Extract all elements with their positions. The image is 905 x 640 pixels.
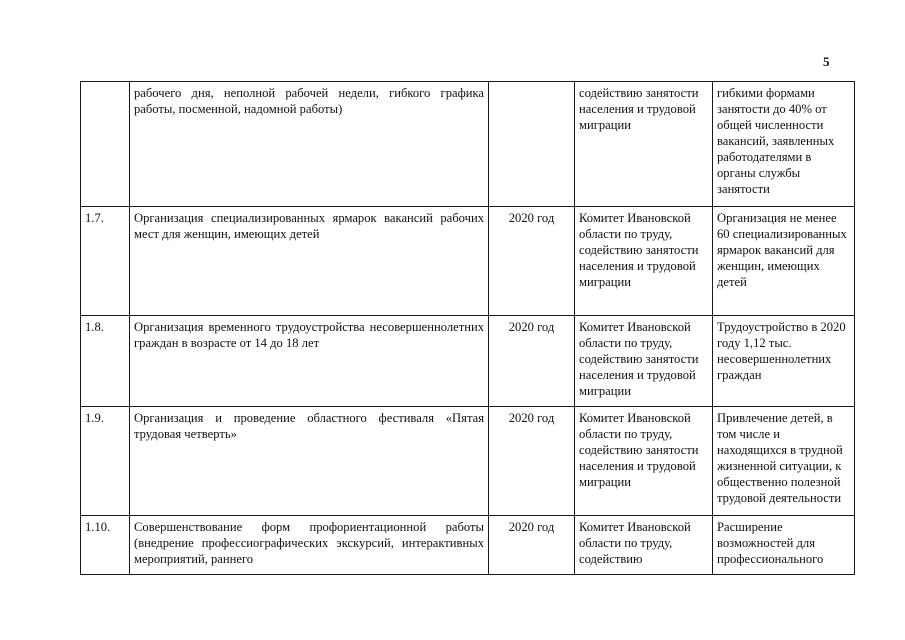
term-cell bbox=[489, 316, 575, 407]
event-text: Организация и проведение областного фестиваля «Пятая трудовая четверть» bbox=[134, 411, 484, 441]
result-cell bbox=[713, 207, 855, 316]
term-text: 2020 год bbox=[508, 320, 555, 334]
table-row bbox=[81, 407, 855, 516]
event-text: Совершенствование форм профориентационной работы (внедрение профессиографических экскурсий, интерактивных мероприятий, раннего bbox=[134, 520, 484, 566]
term-cell bbox=[489, 516, 575, 575]
executor-cell bbox=[575, 82, 713, 207]
executor-cell bbox=[575, 516, 713, 575]
event-text: Организация временного трудоустройства несовершеннолетних граждан в возрасте от 14 до 18 лет bbox=[134, 320, 484, 350]
result-text: Привлечение детей, в том числе и находящихся в трудной жизненной ситуации, к общественно полезной трудовой деятельности bbox=[717, 411, 843, 505]
row-number-cell bbox=[81, 316, 130, 407]
event-cell bbox=[130, 516, 489, 575]
row-number: 1.8. bbox=[85, 320, 104, 334]
executor-cell bbox=[575, 207, 713, 316]
row-number: 1.9. bbox=[85, 411, 104, 425]
executor-text: Комитет Ивановской области по труду, содействию занятости населения и трудовой миграции bbox=[579, 211, 699, 289]
table-row bbox=[81, 516, 855, 575]
executor-text: содействию занятости населения и трудовой миграции bbox=[579, 86, 699, 132]
result-text: Организация не менее 60 специализированных ярмарок вакансий для женщин, имеющих детей bbox=[717, 211, 847, 289]
event-cell bbox=[130, 207, 489, 316]
result-text: гибкими формами занятости до 40% от общей численности вакансий, заявленных работодателями в органы службы занятости bbox=[717, 86, 835, 196]
page-number: 5 bbox=[823, 54, 830, 69]
result-cell bbox=[713, 407, 855, 516]
term-text: 2020 год bbox=[508, 211, 555, 225]
result-cell bbox=[713, 82, 855, 207]
executor-cell bbox=[575, 316, 713, 407]
row-number-cell bbox=[81, 407, 130, 516]
row-number-cell bbox=[81, 82, 130, 207]
term-cell bbox=[489, 207, 575, 316]
row-number-cell bbox=[81, 516, 130, 575]
row-number: 1.10. bbox=[85, 520, 111, 534]
event-text: рабочего дня, неполной рабочей недели, гибкого графика работы, посменной, надомной работы) bbox=[134, 86, 484, 116]
executor-text: Комитет Ивановской области по труду, содействию bbox=[579, 520, 691, 566]
result-cell bbox=[713, 316, 855, 407]
row-number: 1.7. bbox=[85, 211, 104, 225]
event-text: Организация специализированных ярмарок вакансий рабочих мест для женщин, имеющих детей bbox=[134, 211, 484, 241]
term-text: 2020 год bbox=[508, 520, 555, 534]
executor-text: Комитет Ивановской области по труду, содействию занятости населения и трудовой миграции bbox=[579, 411, 699, 489]
table-row bbox=[81, 316, 855, 407]
term-cell bbox=[489, 82, 575, 207]
executor-cell bbox=[575, 407, 713, 516]
result-text: Трудоустройство в 2020 году 1,12 тыс. несовершеннолетних граждан bbox=[717, 320, 846, 382]
term-text: 2020 год bbox=[508, 411, 555, 425]
event-cell bbox=[130, 82, 489, 207]
event-cell bbox=[130, 407, 489, 516]
result-cell bbox=[713, 516, 855, 575]
event-cell bbox=[130, 316, 489, 407]
table-row bbox=[81, 82, 855, 207]
result-text: Расширение возможностей для профессионального bbox=[717, 520, 824, 566]
measures-table bbox=[80, 81, 855, 575]
row-number-cell bbox=[81, 207, 130, 316]
table-row bbox=[81, 207, 855, 316]
term-cell bbox=[489, 407, 575, 516]
executor-text: Комитет Ивановской области по труду, содействию занятости населения и трудовой миграции bbox=[579, 320, 699, 398]
